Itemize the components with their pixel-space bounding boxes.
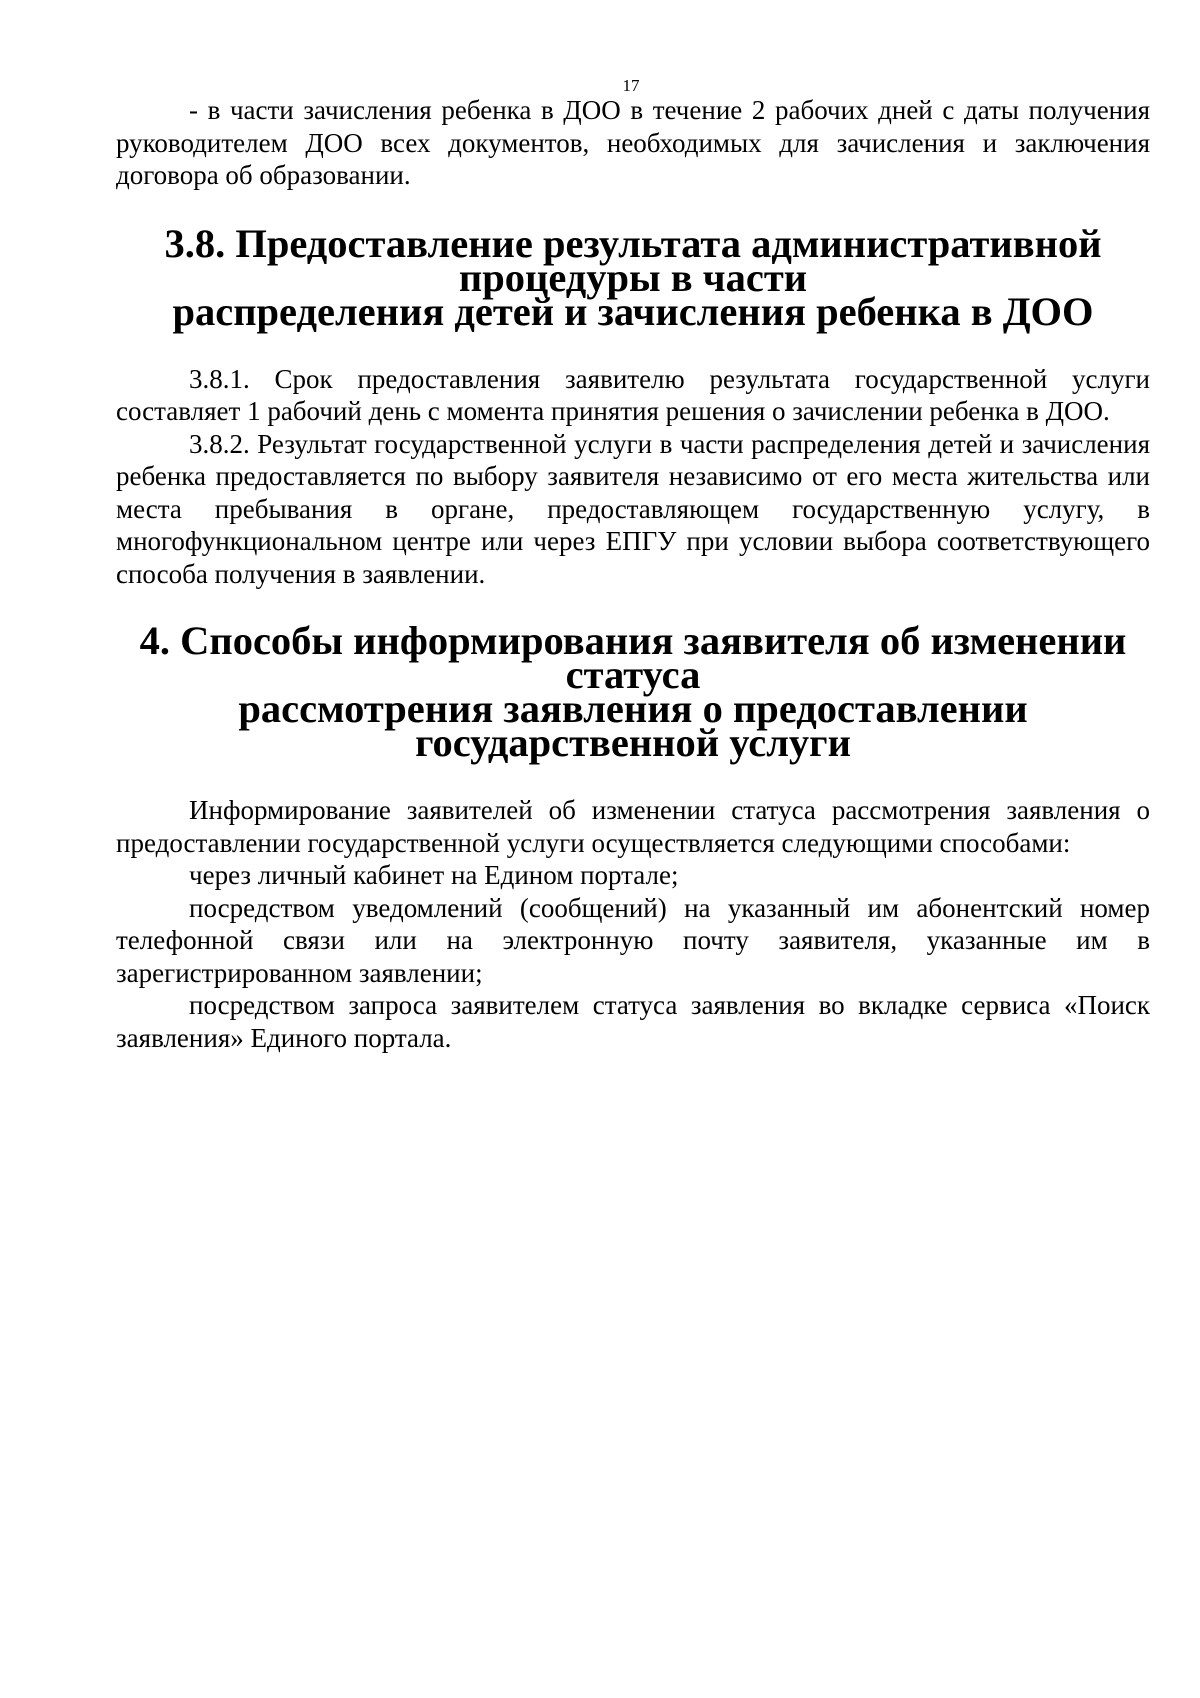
- paragraph-3-8-2: 3.8.2. Результат государственной услуги в части распределения детей и зачисления ребенка предоставляется по выбору заявителя независимо от его места жительства или места пребывания в органе, предоставляющем государственную услугу, в многофункциональном центре или через ЕПГУ при условии выбора соответствующего способа получения в заявлении.: [116, 428, 1150, 589]
- spacer: [116, 329, 1150, 363]
- paragraph-4-status-request: посредством запроса заявителем статуса заявления во вкладке сервиса «Поиск заявления» Единого портала.: [116, 990, 1150, 1053]
- spacer: [116, 760, 1150, 794]
- page-number: 17: [622, 76, 640, 95]
- section-4-heading-line-2: рассмотрения заявления о предоставлении государственной услуги: [238, 686, 1028, 765]
- paragraph-4-personal-cabinet: через личный кабинет на Едином портале;: [189, 860, 679, 890]
- section-3-8-heading-line-1: 3.8. Предоставление результата административной процедуры в части: [164, 220, 1102, 300]
- section-4-heading-line-1: 4. Способы информирования заявителя об изменении статуса: [139, 618, 1127, 697]
- paragraph-4-intro: Информирование заявителей об изменении статуса рассмотрения заявления о предоставлении государственной услуги осуществляется следующими способами:: [116, 795, 1150, 858]
- paragraph-3-8-1: 3.8.1. Срок предоставления заявителю результата государственной услуги составляет 1 рабочий день с момента принятия решения о зачислении ребенка в ДОО.: [116, 363, 1150, 426]
- paragraph-4-notifications: посредством уведомлений (сообщений) на указанный им абонентский номер телефонной связи или на электронную почту заявителя, указанные им в зарегистрированном заявлении;: [116, 892, 1150, 988]
- section-3-8-heading-line-2: распределения детей и зачисления ребенка в ДОО: [172, 288, 1094, 334]
- paragraph-enrollment-deadline: - в части зачисления ребенка в ДОО в течение 2 рабочих дней с даты получения руководителем ДОО всех документов, необходимых для зачисления и заключения договора об образовании.: [116, 95, 1150, 190]
- page-body: [116, 94, 1150, 1054]
- section-3-8-heading: [116, 220, 1150, 334]
- section-4-heading: [116, 618, 1150, 765]
